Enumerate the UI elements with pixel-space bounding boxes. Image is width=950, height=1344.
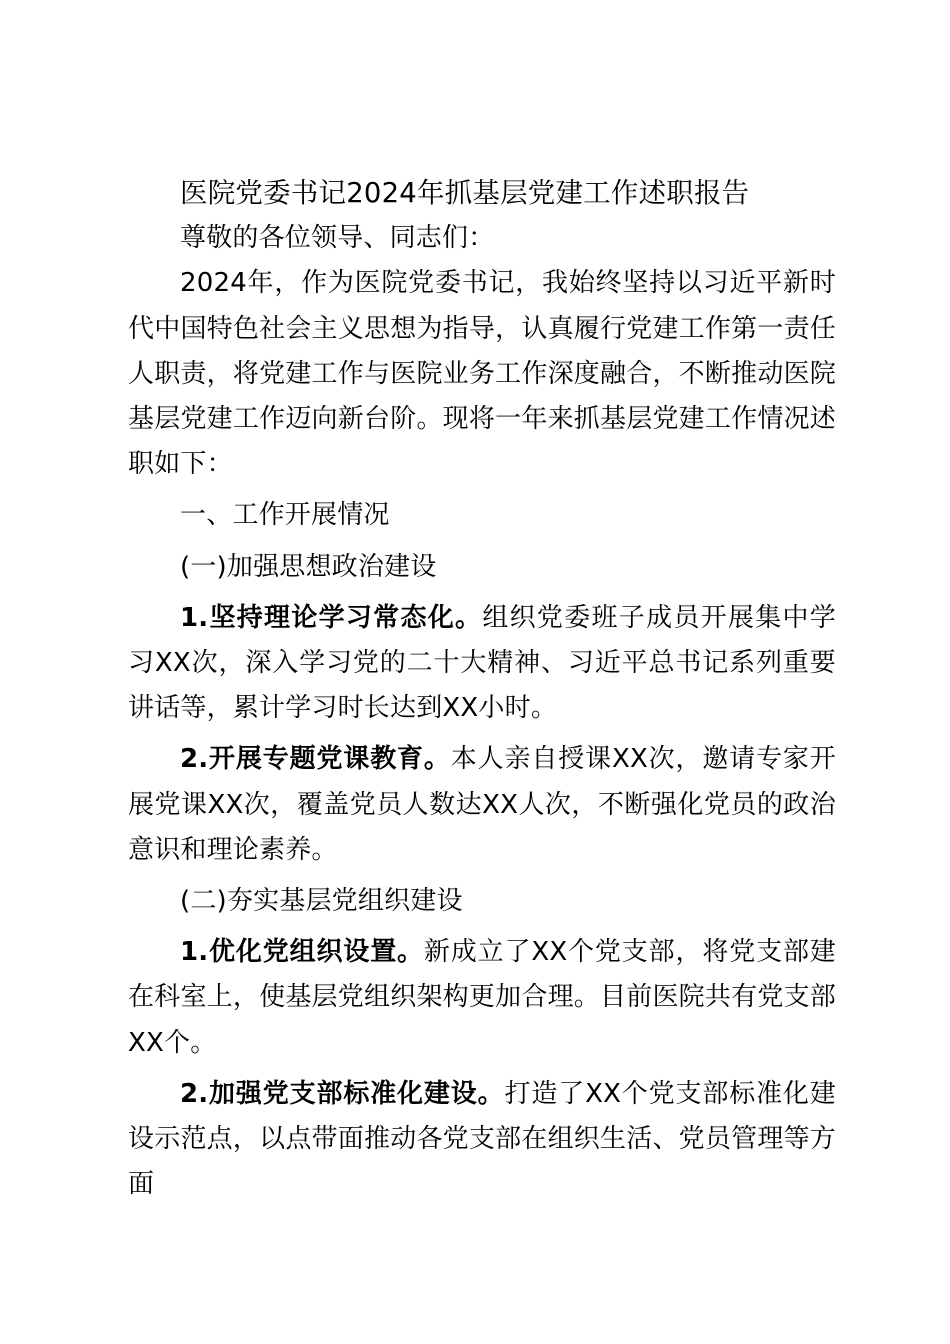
subsection-heading-2: (二)夯实基层党组织建设 [180,886,463,917]
intro-paragraph: 2024年，作为医院党委书记，我始终坚持以习近平新时代中国特色社会主义思想为指导，认真履行党建工作第一责任人职责，将党建工作与医院业务工作深度融合，不断推动医院基层党建工作迈向新台阶。现将一年来抓基层党建工作情况述职如下： [128,268,836,480]
document-body [128,171,836,1207]
paragraph-1-1 [128,596,836,732]
paragraph-text: 打造了XX个党支部标准化建设示范点，以点带面推动各党支部在组织生活、党员管理等方面 [128,1078,836,1200]
paragraph-text: 新成立了XX个党支部，将党支部建在科室上，使基层党组织架构更加合理。目前医院共有党支部XX个。 [128,937,836,1058]
paragraph-text: 组织党委班子成员开展集中学习XX次，深入学习党的二十大精神、习近平总书记系列重要讲话等，累计学习时长达到XX小时。 [128,602,836,724]
paragraph-lead: 1.坚持理论学习常态化。 [180,602,483,633]
paragraph-lead: 2.开展专题党课教育。 [180,744,451,775]
paragraph-2-2 [128,1072,836,1208]
paragraph-text: 本人亲自授课XX次，邀请专家开展党课XX次，覆盖党员人数达XX人次，不断强化党员的政治意识和理论素养。 [128,744,836,865]
section-heading-1: 一、工作开展情况 [180,500,390,531]
document-title: 医院党委书记2024年抓基层党建工作述职报告 [180,177,750,209]
paragraph-2-1 [128,930,836,1066]
paragraph-1-2 [128,737,836,873]
paragraph-lead: 2.加强党支部标准化建设。 [180,1078,505,1109]
subsection-heading-1: (一)加强思想政治建设 [180,551,437,582]
paragraph-lead: 1.优化党组织设置。 [180,937,424,968]
salutation: 尊敬的各位领导、同志们： [180,223,495,254]
